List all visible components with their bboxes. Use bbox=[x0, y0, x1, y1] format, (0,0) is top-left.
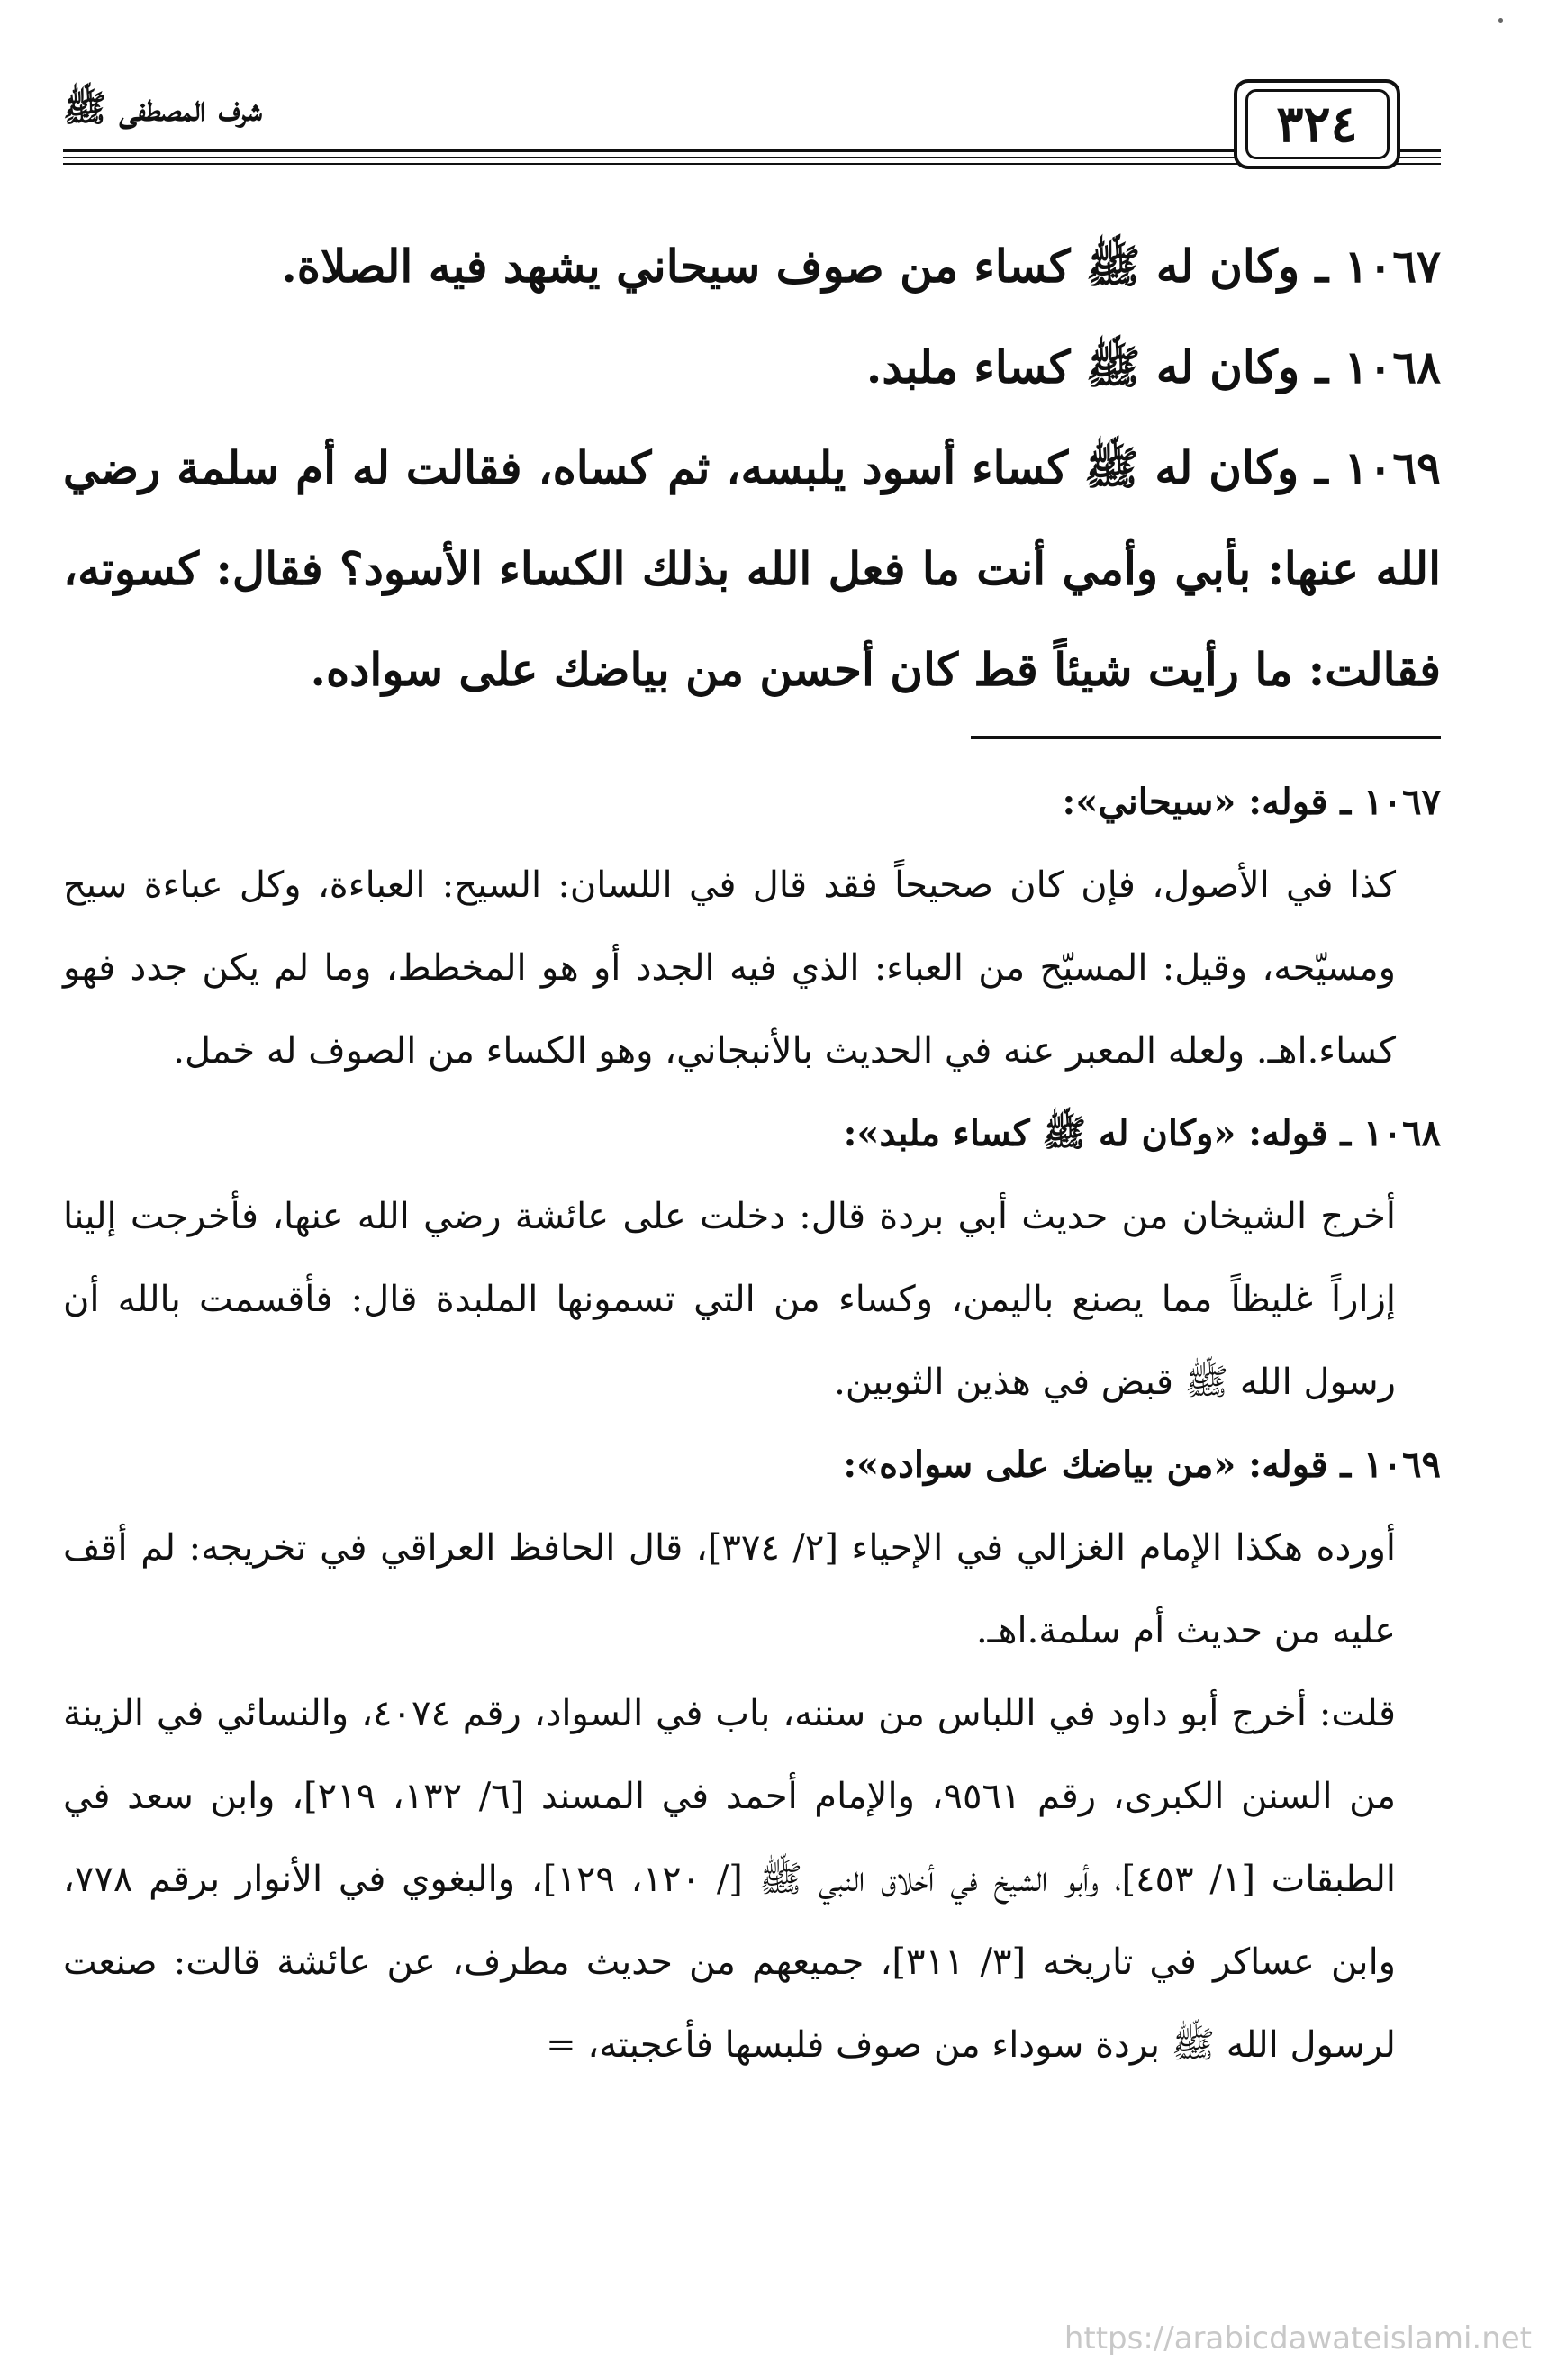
header-rule bbox=[63, 163, 1243, 165]
footnote bbox=[63, 761, 1441, 1092]
page-number: ٣٢٤ bbox=[1245, 89, 1390, 159]
footnote-heading: ١٠٦٨ ـ قوله: «وكان له ﷺ كساء ملبد»: bbox=[843, 1112, 1441, 1154]
footnote-body: قلت: أخرج أبو داود في اللباس من سننه، باب في السواد، رقم ٤٠٧٤، والنسائي في الزينة من السنن الكبرى، رقم ٩٥٦١، والإمام أحمد في المسند [٦/ ١٣٢، ٢١٩]، وابن سعد في الطبقات [١/ ٤٥٣]، وأبو الشيخ في أخلاق النبي ﷺ [/ ١٢٠، ١٢٩]، والبغوي في الأنوار برقم ٧٧٨، وابن عساكر في تاريخه [٣/ ٣١١]، جميعهم من حديث مطرف، عن عائشة قالت: صنعت لرسول الله ﷺ بردة سوداء من صوف فلبسها فأعجبته، = bbox=[63, 1693, 1397, 2066]
header-rule bbox=[63, 157, 1243, 158]
header-rule bbox=[63, 149, 1243, 152]
footnote bbox=[63, 1092, 1441, 1424]
header-rule bbox=[1396, 163, 1441, 165]
running-title: شرف المصطفى ﷺ bbox=[63, 87, 262, 130]
footnote-body: كذا في الأصول، فإن كان صحيحاً فقد قال في اللسان: السيح: العباءة، وكل عباءة سيح ومسيّحه، وقيل: المسيّح من العباء: الذي فيه الجدد أو هو المخطط، وما لم يكن جدد فهو كساء.اهـ. ولعله المعبر عنه في الحديث بالأنبجاني، وهو الكساء من الصوف له خمل. bbox=[63, 864, 1396, 1072]
page-header bbox=[63, 79, 1441, 178]
footnotes bbox=[63, 761, 1441, 2086]
footnote-heading: ١٠٦٩ ـ قوله: «من بياضك على سواده»: bbox=[843, 1443, 1441, 1486]
header-rule bbox=[1396, 157, 1441, 158]
footnote-body: أورده هكذا الإمام الغزالي في الإحياء [٢/ ٣٧٤]، قال الحافظ العراقي في تخريجه: لم أقف عليه من حديث أم سلمة.اهـ. bbox=[63, 1527, 1397, 1652]
scan-speck bbox=[1498, 18, 1503, 23]
footnote-separator bbox=[971, 736, 1441, 739]
footnote-heading: ١٠٦٧ ـ قوله: «سيحاني»: bbox=[1062, 781, 1441, 823]
footnote bbox=[63, 1424, 1441, 2086]
page-number-frame bbox=[1234, 79, 1400, 169]
watermark-url: https://arabicdawateislami.net bbox=[1064, 2321, 1532, 2357]
header-rule bbox=[1396, 149, 1441, 152]
footnote-body: أخرج الشيخان من حديث أبي بردة قال: دخلت على عائشة رضي الله عنها، فأخرجت إلينا إزاراً غليظاً مما يصنع باليمن، وكساء من التي تسمونها الملبدة قال: فأقسمت بالله أن رسول الله ﷺ قبض في هذين الثوبين. bbox=[63, 1196, 1397, 1403]
main-text bbox=[63, 216, 1441, 720]
main-paragraph: ١٠٦٧ ـ وكان له ﷺ كساء من صوف سيحاني يشهد فيه الصلاة. bbox=[281, 240, 1441, 293]
main-paragraph: ١٠٦٩ ـ وكان له ﷺ كساء أسود يلبسه، ثم كساه، فقالت له أم سلمة رضي الله عنها: بأبي وأمي أنت ما فعل الله بذلك الكساء الأسود؟ فقال: كسوته، فقالت: ما رأيت شيئاً قط كان أحسن من بياضك على سواده. bbox=[63, 441, 1441, 696]
main-paragraph: ١٠٦٨ ـ وكان له ﷺ كساء ملبد. bbox=[865, 340, 1441, 394]
